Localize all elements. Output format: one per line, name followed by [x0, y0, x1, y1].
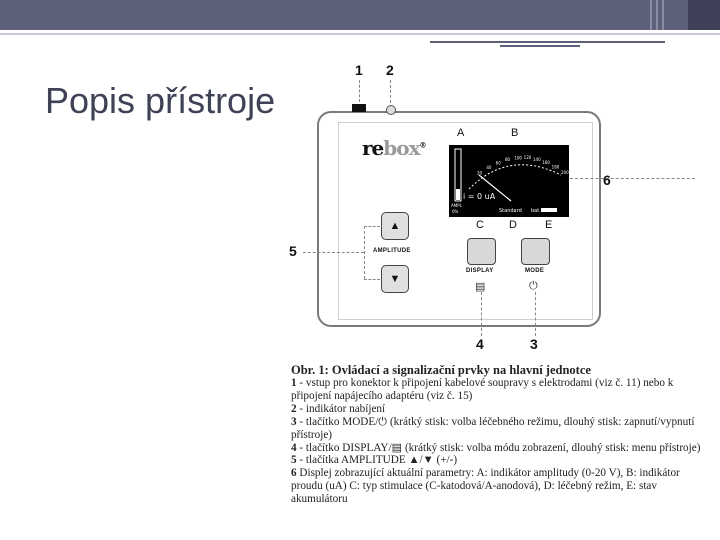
leader-2 [390, 80, 391, 103]
slide-title: Popis přístroje [45, 80, 276, 121]
caption-heading: Obr. 1: Ovládací a signalizační prvky na hlavní jednotce [291, 363, 591, 377]
lcd-scale-tick: 140 [533, 156, 541, 162]
lcd-scale-tick: 80 [505, 157, 511, 163]
caption-line: 1 - vstup pro konektor k připojení kabelové soupravy s elektrodami (viz č. 11) nebo k připojení napájecího adaptéru (viz č. 15) [291, 377, 674, 402]
lcd-scale-tick: 20 [477, 170, 483, 176]
lcd-scale-tick: 180 [551, 164, 560, 170]
mode-button[interactable] [521, 238, 550, 265]
leader-6 [570, 178, 695, 179]
leader-5 [303, 252, 364, 253]
label-B: B [511, 127, 519, 139]
leader-5-bottom [364, 279, 380, 280]
label-A: A [457, 127, 465, 139]
lcd-bat: bat [531, 208, 540, 214]
figure-caption [291, 363, 711, 506]
amplitude-label: AMPLITUDE [373, 248, 411, 254]
lcd-graphics [449, 145, 569, 217]
header-bar-dark [688, 0, 720, 30]
lcd-scale [477, 155, 569, 175]
connector-socket [352, 104, 366, 112]
lcd-mode: Standard [499, 208, 522, 214]
leader-5-top [364, 226, 380, 227]
display-button-label: DISPLAY [466, 268, 494, 274]
callout-5: 5 [289, 243, 297, 259]
lcd-readout: i = 0 uA [463, 192, 496, 201]
lcd-scale-tick: 120 [523, 155, 532, 161]
mode-button-label: MODE [525, 268, 545, 274]
charging-led [386, 105, 396, 115]
caption-line: 2 - indikátor nabíjení [291, 402, 386, 415]
amplitude-up-button[interactable]: ▲ [381, 212, 409, 240]
display-button[interactable] [467, 238, 496, 265]
display-icon: ▤ [475, 281, 486, 293]
caption-lines [291, 377, 711, 506]
accent-line [430, 41, 665, 43]
callout-3: 3 [530, 336, 538, 352]
lcd-amp-label: AMPL [451, 203, 462, 208]
lcd-scale-tick: 40 [486, 164, 492, 170]
leader-5-bracket [364, 226, 365, 279]
caption-line: 6 Displej zobrazující aktuální parametry: A: indikátor amplitudy (0-20 V), B: indikátor proudu (uA) C: typ stimulace (C-katodová/A-anodová), D: léčebný režim, E: stav akumulátoru [291, 467, 680, 506]
rebox-logo: rebox® [362, 136, 426, 160]
caption-line: 5 - tlačítka AMPLITUDE ▲/▼ (+/-) [291, 454, 458, 467]
callout-6: 6 [603, 172, 611, 188]
leader-1 [359, 80, 360, 102]
caption-line: 4 - tlačítko DISPLAY/▤ (krátký stisk: volba módu zobrazení, dlouhý stisk: menu přístroje) [291, 441, 701, 454]
label-E: E [545, 219, 553, 231]
callout-2: 2 [386, 62, 394, 78]
leader-4 [481, 292, 482, 336]
callout-1: 1 [355, 62, 363, 78]
caption-line: 3 - tlačítko MODE/⏻ (krátký stisk: volba léčebného režimu, dlouhý stisk: zapnutí/vypnutí přístroje) [291, 415, 695, 441]
lcd-scale-tick: 160 [542, 159, 550, 165]
header-rule [0, 33, 720, 35]
lcd-display [449, 145, 569, 217]
label-D: D [509, 219, 517, 231]
amplitude-down-button[interactable]: ▼ [381, 265, 409, 293]
lcd-scale-tick: 100 [514, 155, 522, 161]
lcd-amp-value: 0% [452, 209, 459, 214]
lcd-scale-tick: 200 [561, 169, 569, 175]
lcd-scale-tick: 60 [495, 160, 501, 166]
label-C: C [476, 219, 484, 231]
power-icon: ⏻ [529, 280, 538, 292]
leader-3 [535, 292, 536, 336]
callout-4: 4 [476, 336, 484, 352]
header-bar [0, 0, 688, 30]
accent-line-short [500, 45, 580, 47]
